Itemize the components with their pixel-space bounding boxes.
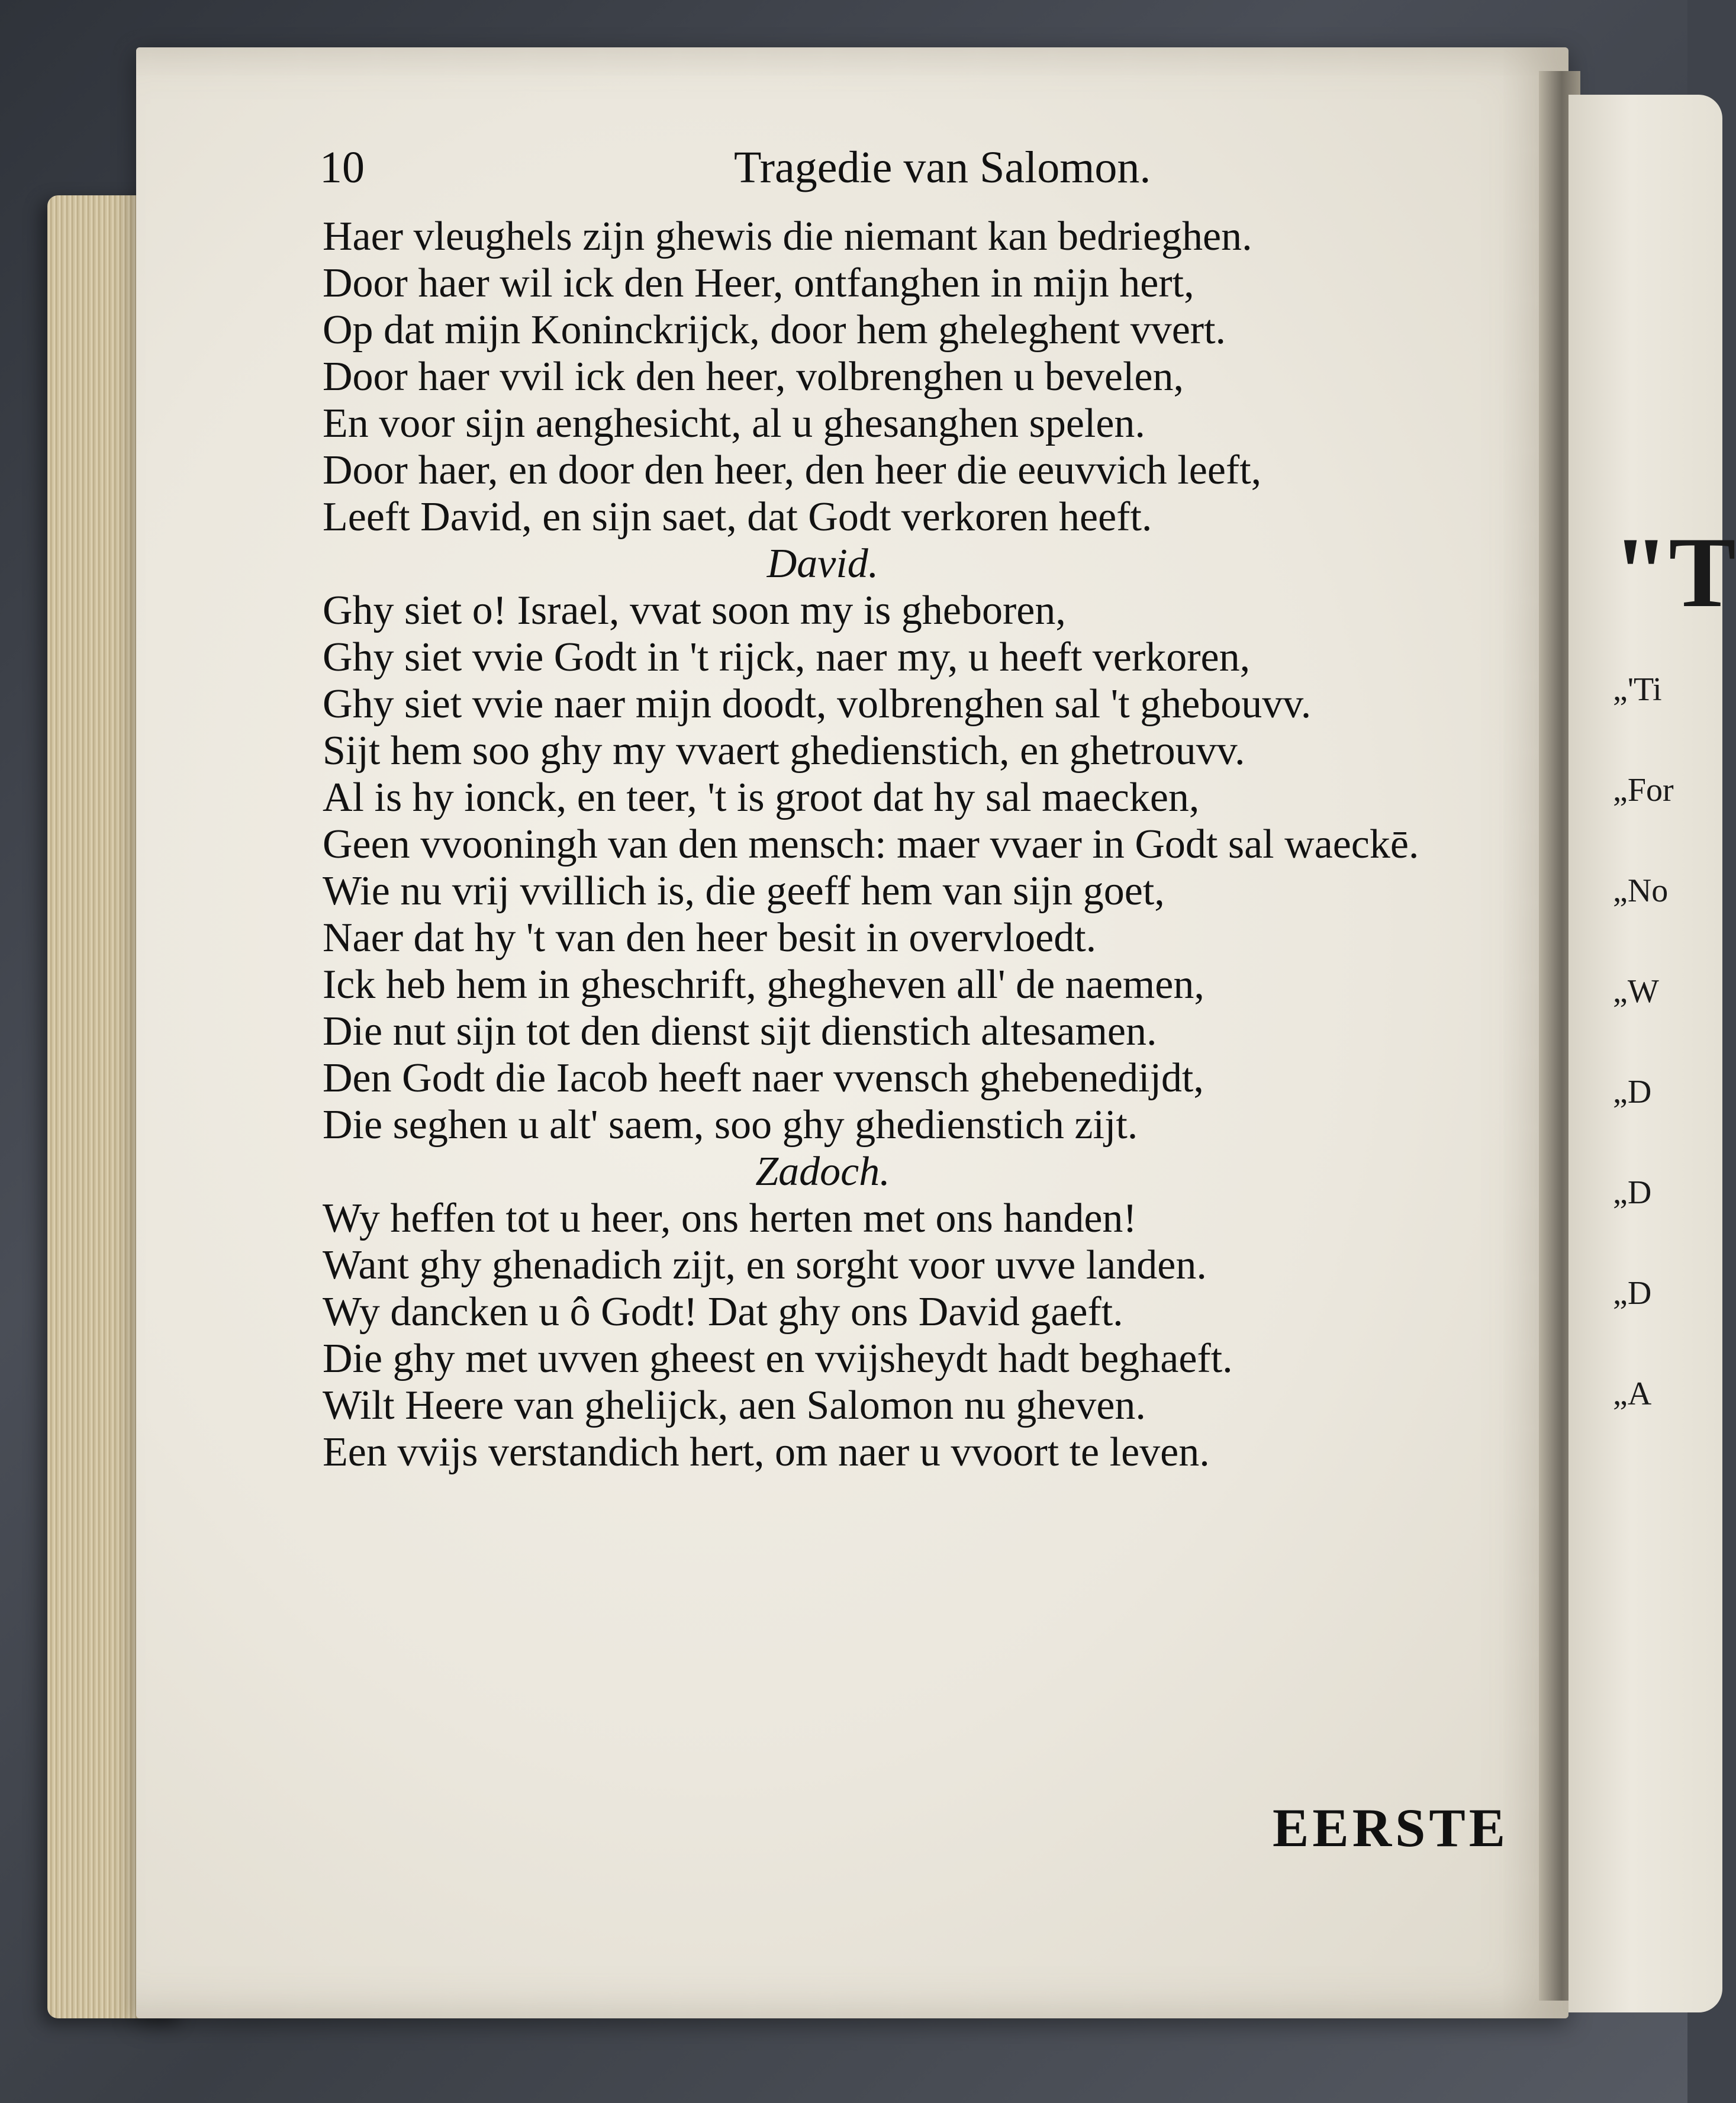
facing-page-large-letter: "T <box>1613 517 1736 628</box>
verse-line: Den Godt die Iacob heeft naer vvensch ghebenedijdt, <box>323 1055 1204 1101</box>
verse-line: Want ghy ghenadich zijt, en sorght voor uvve landen. <box>323 1242 1207 1288</box>
verse-line: En voor sijn aenghesicht, al u ghesanghen spelen. <box>323 401 1145 446</box>
verse-line: Wy heffen tot u heer, ons herten met ons handen! <box>323 1196 1137 1241</box>
verse-line: Ghy siet vvie naer mijn doodt, volbrenghen sal 't ghebouvv. <box>323 681 1312 727</box>
facing-line: „W <box>1613 973 1659 1010</box>
verse-line: Al is hy ionck, en teer, 't is groot dat hy sal maecken, <box>323 775 1200 820</box>
facing-line: „'Ti <box>1613 671 1662 708</box>
facing-line: „D <box>1613 1074 1652 1110</box>
page-number: 10 <box>320 143 365 192</box>
facing-line: „D <box>1613 1174 1652 1211</box>
facing-page-line-starts <box>1613 639 1696 1444</box>
facing-line: „No <box>1613 872 1669 909</box>
verse-line: Geen vvooningh van den mensch: maer vvaer in Godt sal waeckē. <box>323 822 1419 867</box>
verse-line: Sijt hem soo ghy my vvaert ghedienstich, en ghetrouvv. <box>323 728 1245 774</box>
verse-line: Die nut sijn tot den dienst sijt dienstich altesamen. <box>323 1009 1157 1054</box>
catchword: EERSTE <box>1273 1798 1509 1858</box>
verse-line: Die seghen u alt' saem, soo ghy ghedienstich zijt. <box>323 1102 1138 1148</box>
verse-line: Door haer vvil ick den heer, volbrenghen u bevelen, <box>323 354 1184 400</box>
verse-text <box>323 213 1566 1476</box>
verse-line: Ick heb hem in gheschrift, ghegheven all' de naemen, <box>323 962 1204 1007</box>
verse-line: Een vvijs verstandich hert, om naer u vvoort te leven. <box>323 1429 1210 1475</box>
speaker-name: Zadoch. <box>755 1149 890 1194</box>
verse-line: Op dat mijn Koninckrijck, door hem gheleghent vvert. <box>323 307 1226 353</box>
speaker-name: David. <box>766 541 879 587</box>
verse-line: Haer vleughels zijn ghewis die niemant kan bedrieghen. <box>323 214 1252 259</box>
verse-line: Door haer, en door den heer, den heer die eeuvvich leeft, <box>323 447 1262 493</box>
facing-line: „D <box>1613 1275 1652 1312</box>
page-header <box>320 142 1415 207</box>
facing-line: „For <box>1613 772 1674 809</box>
facing-line: „A <box>1613 1376 1652 1412</box>
verse-line: Ghy siet o! Israel, vvat soon my is gheboren, <box>323 588 1066 633</box>
verse-line: Door haer wil ick den Heer, ontfanghen in mijn hert, <box>323 260 1194 306</box>
verse-line: Wy dancken u ô Godt! Dat ghy ons David gaeft. <box>323 1289 1123 1335</box>
running-title: Tragedie van Salomon. <box>734 143 1151 192</box>
verse-line: Naer dat hy 't van den heer besit in overvloedt. <box>323 915 1097 961</box>
verse-line: Wie nu vrij vvillich is, die geeff hem van sijn goet, <box>323 868 1165 914</box>
verse-line: Ghy siet vvie Godt in 't rijck, naer my, u heeft verkoren, <box>323 635 1251 680</box>
verse-line: Die ghy met uvven gheest en vvijsheydt hadt beghaeft. <box>323 1336 1233 1381</box>
verse-line: Wilt Heere van ghelijck, aen Salomon nu gheven. <box>323 1383 1146 1428</box>
verse-line: Leeft David, en sijn saet, dat Godt verkoren heeft. <box>323 494 1152 540</box>
